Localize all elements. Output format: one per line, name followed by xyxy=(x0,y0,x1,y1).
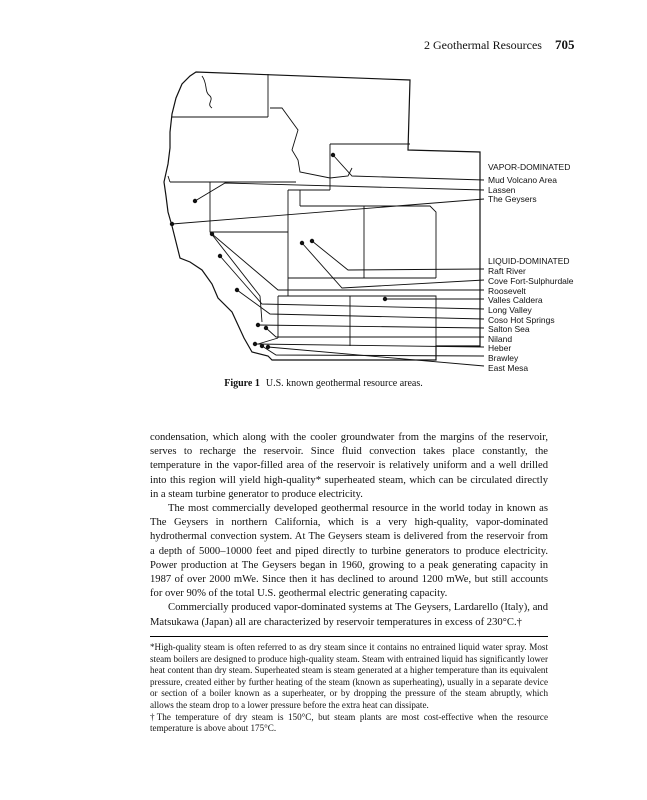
label-niland: Niland xyxy=(488,334,513,344)
label-long-valley: Long Valley xyxy=(488,305,532,315)
label-east-mesa: East Mesa xyxy=(488,363,529,373)
label-salton-sea: Salton Sea xyxy=(488,324,530,334)
paragraph-1: condensation, which along with the cooler groundwater from the margins of the reservoir, serves to recharge the reservoir. Since fluid convection takes place constantly, the temperature in the vapor-filled area of the reservoir is relatively uniform and a well drilled into this region will yield high-quality* superheated steam, which can be circulated directly in a steam turbine generator to produce electricity. xyxy=(150,432,548,500)
section-title: 2 Geothermal Resources xyxy=(424,38,542,52)
leader-cove-fort xyxy=(302,243,484,288)
figure-caption-text: U.S. known geothermal resource areas. xyxy=(265,378,423,389)
leader-brawley xyxy=(262,346,484,356)
puget-sound xyxy=(202,76,212,108)
leader-lines xyxy=(172,155,484,366)
label-the-geysers: The Geysers xyxy=(488,194,537,204)
leader-east-mesa xyxy=(268,347,484,366)
label-coso: Coso Hot Springs xyxy=(488,315,555,325)
label-raft-river: Raft River xyxy=(488,266,526,276)
label-heber: Heber xyxy=(488,343,512,353)
footnote-2: †The temperature of dry steam is 150°C, but steam plants are most cost-effective when the resource temperature is above about 175°C. xyxy=(150,711,548,734)
footnote-1: *High-quality steam is often referred to as dry steam since it contains no entrained liquid water spray. Most steam boilers are designed to produce high-quality steam. Steam with entrained liquid has significantly lower heat content than dry steam. Superheated steam is steam generated at a higher temperature than its equivalent pressure, created either by further heating of the steam (known as superheating), usually in a separate device or section of a boiler known as a superheater, or by dropping the pressure of the steam abruptly, which allows the steam drop to a lower pressure before the extra heat can dissipate. xyxy=(150,642,548,710)
footnotes xyxy=(150,642,548,735)
label-brawley: Brawley xyxy=(488,353,519,363)
leader-niland xyxy=(266,328,484,337)
leader-raft-river xyxy=(312,241,484,270)
label-mud-volcano: Mud Volcano Area xyxy=(488,175,557,185)
leader-roosevelt xyxy=(212,234,484,290)
page-number: 705 xyxy=(554,37,575,52)
label-cove-fort: Cove Fort-Sulphurdale xyxy=(488,276,574,286)
footnote-rule xyxy=(150,636,548,637)
label-roosevelt: Roosevelt xyxy=(488,286,526,296)
map-outline xyxy=(164,72,480,360)
vapor-dominated-heading: VAPOR-DOMINATED xyxy=(488,162,571,172)
paragraph-2: The most commercially developed geothermal resource in the world today in known as The Geysers in northern California, which is a very high-quality, vapor-dominated hydrothermal convection system. At The Geysers steam is delivered from the reservoir from a depth of 5000–10000 feet and piped directly to turbine generators to produce electricity. Power production at The Geysers began in 1960, growing to a peak generating capacity in 1987 of over 2000 mWe. Since then it has declined to around 1200 mWe, but still accounts for over 90% of the total U.S. geothermal electric generating capacity. xyxy=(150,503,548,600)
paragraph-3: Commercially produced vapor-dominated systems at The Geysers, Lardarello (Italy), and Matsukawa (Japan) all are characterized by reservoir temperatures in excess of 230°C.† xyxy=(150,602,548,628)
leader-lassen xyxy=(195,183,484,201)
body-text xyxy=(150,431,548,630)
leader-salton-sea xyxy=(258,325,484,328)
label-valles-caldera: Valles Caldera xyxy=(488,295,543,305)
western-us-map xyxy=(164,72,480,360)
figure-label: Figure 1 xyxy=(224,378,260,389)
liquid-dominated-heading: LIQUID-DOMINATED xyxy=(488,256,570,266)
label-lassen: Lassen xyxy=(488,185,516,195)
leader-the-geysers xyxy=(172,199,484,224)
leader-mud-volcano xyxy=(333,155,484,180)
figure-caption xyxy=(0,378,647,389)
